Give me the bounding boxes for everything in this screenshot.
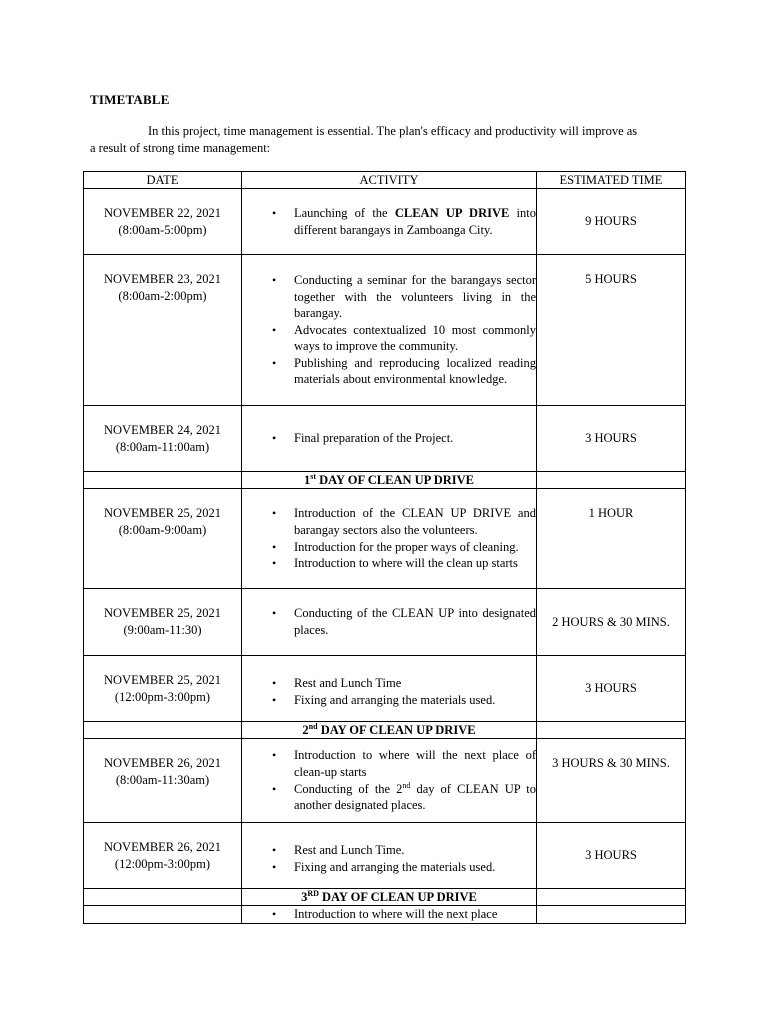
table-row bbox=[84, 406, 686, 472]
empty-cell bbox=[84, 472, 242, 489]
table-row bbox=[84, 739, 686, 823]
time-range-text: (9:00am-11:30) bbox=[123, 623, 202, 637]
date-text: NOVEMBER 25, 2021 bbox=[103, 672, 222, 687]
time-range-text: (8:00am-11:00am) bbox=[115, 439, 210, 454]
date-text: NOVEMBER 24, 2021 bbox=[103, 422, 222, 437]
estimated-time-cell: 3 HOURS bbox=[537, 823, 686, 889]
time-range-text: (8:00am-11:30am) bbox=[115, 773, 210, 787]
date-text: NOVEMBER 22, 2021 bbox=[103, 205, 222, 220]
estimated-time-cell: 3 HOURS bbox=[537, 406, 686, 472]
date-cell bbox=[84, 739, 242, 823]
activity-item: • Conducting a seminar for the barangays sector together with the volunteers living in the barangay. bbox=[242, 272, 536, 322]
estimated-time-cell: 5 HOURS bbox=[537, 255, 686, 406]
time-range-text: (8:00am-9:00am) bbox=[118, 523, 207, 537]
date-cell bbox=[84, 255, 242, 406]
header-date: DATE bbox=[84, 172, 242, 189]
intro-line-1: In this project, time management is essential. The plan's efficacy and productivity will improve as bbox=[148, 124, 638, 138]
time-range-text: (12:00pm-3:00pm) bbox=[114, 856, 211, 871]
estimated-time-cell: 1 HOUR bbox=[537, 489, 686, 589]
date-text: NOVEMBER 26, 2021 bbox=[103, 839, 222, 854]
date-cell bbox=[84, 406, 242, 472]
date-text: NOVEMBER 25, 2021 bbox=[103, 606, 222, 620]
empty-cell bbox=[84, 889, 242, 906]
date-cell bbox=[84, 189, 242, 255]
table-header-row bbox=[84, 172, 686, 189]
day-3-header-row bbox=[84, 889, 686, 906]
intro-line-2: a result of strong time management: bbox=[90, 141, 271, 155]
date-cell bbox=[84, 906, 242, 924]
activity-item: • Introduction to where will the next place of clean-up starts bbox=[242, 747, 536, 780]
table-row bbox=[84, 189, 686, 255]
estimated-time-cell: 3 HOURS bbox=[537, 656, 686, 722]
day-2-title: 2nd DAY OF CLEAN UP DRIVE bbox=[242, 722, 537, 739]
empty-cell bbox=[537, 722, 686, 739]
activity-cell bbox=[242, 406, 537, 472]
activity-item: • Conducting of the 2nd day of CLEAN UP to another designated places. bbox=[242, 781, 536, 814]
activity-item: • Introduction to where will the next place bbox=[242, 906, 536, 923]
time-range-text: (8:00am-2:00pm) bbox=[118, 289, 207, 303]
activity-item: • Introduction for the proper ways of cleaning. bbox=[242, 539, 536, 556]
date-cell bbox=[84, 823, 242, 889]
activity-cell bbox=[242, 739, 537, 823]
date-text: NOVEMBER 26, 2021 bbox=[103, 756, 222, 770]
activity-item: • Conducting of the CLEAN UP into designated places. bbox=[242, 605, 536, 638]
activity-cell bbox=[242, 906, 537, 924]
activity-cell bbox=[242, 656, 537, 722]
date-cell bbox=[84, 656, 242, 722]
activity-item: • Fixing and arranging the materials used. bbox=[242, 859, 536, 876]
day-2-header-row bbox=[84, 722, 686, 739]
activity-cell bbox=[242, 489, 537, 589]
activity-cell bbox=[242, 189, 537, 255]
activity-cell bbox=[242, 823, 537, 889]
table-row bbox=[84, 489, 686, 589]
time-range-text: (8:00am-5:00pm) bbox=[118, 222, 207, 237]
timetable bbox=[83, 171, 686, 924]
empty-cell bbox=[537, 472, 686, 489]
header-activity: ACTIVITY bbox=[242, 172, 537, 189]
estimated-time-cell: 2 HOURS & 30 MINS. bbox=[537, 589, 686, 656]
day-3-title: 3RD DAY OF CLEAN UP DRIVE bbox=[242, 889, 537, 906]
estimated-time-cell bbox=[537, 906, 686, 924]
date-text: NOVEMBER 23, 2021 bbox=[103, 272, 222, 286]
date-cell bbox=[84, 489, 242, 589]
activity-item: • Final preparation of the Project. bbox=[242, 430, 536, 447]
activity-item: • Rest and Lunch Time bbox=[242, 675, 536, 692]
estimated-time-cell: 3 HOURS & 30 MINS. bbox=[537, 739, 686, 823]
table-row bbox=[84, 656, 686, 722]
empty-cell bbox=[84, 722, 242, 739]
table-row bbox=[84, 255, 686, 406]
table-row bbox=[84, 823, 686, 889]
day-1-header-row bbox=[84, 472, 686, 489]
day-1-title: 1st DAY OF CLEAN UP DRIVE bbox=[242, 472, 537, 489]
activity-item: • Advocates contextualized 10 most commonly ways to improve the community. bbox=[242, 322, 536, 355]
empty-cell bbox=[537, 889, 686, 906]
table-row bbox=[84, 906, 686, 924]
header-estimated-time: ESTIMATED TIME bbox=[537, 172, 686, 189]
table-row bbox=[84, 589, 686, 656]
activity-cell bbox=[242, 589, 537, 656]
activity-item: • Fixing and arranging the materials used. bbox=[242, 692, 536, 709]
date-cell bbox=[84, 589, 242, 656]
date-text: NOVEMBER 25, 2021 bbox=[103, 506, 222, 520]
activity-item: • Rest and Lunch Time. bbox=[242, 842, 536, 859]
activity-item: • Publishing and reproducing localized reading materials about environmental knowledge. bbox=[242, 355, 536, 388]
activity-item: • Introduction of the CLEAN UP DRIVE and barangay sectors also the volunteers. bbox=[242, 505, 536, 538]
activity-cell bbox=[242, 255, 537, 406]
intro-paragraph bbox=[90, 123, 684, 157]
activity-item: • Introduction to where will the clean up starts bbox=[242, 555, 536, 572]
estimated-time-cell: 9 HOURS bbox=[537, 189, 686, 255]
activity-item: • Launching of the CLEAN UP DRIVE into different barangays in Zamboanga City. bbox=[242, 205, 536, 238]
page-heading: TIMETABLE bbox=[90, 92, 170, 107]
time-range-text: (12:00pm-3:00pm) bbox=[114, 689, 211, 704]
